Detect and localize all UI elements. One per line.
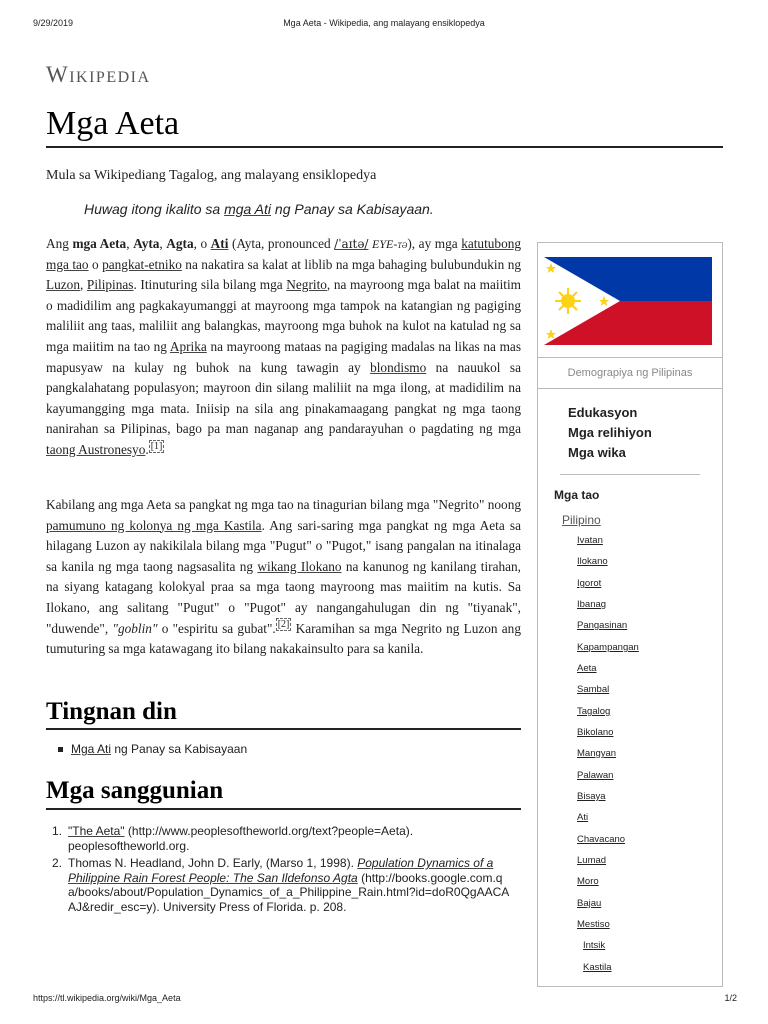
link-negrito[interactable]: Negrito: [286, 277, 327, 293]
respelling: EYE-tə: [372, 237, 408, 251]
infobox-people-item[interactable]: Ilokano: [577, 556, 608, 567]
link-kolonya-kastila[interactable]: pamumuno ng kolonya ng mga Kastila: [46, 517, 262, 533]
link-taong-austronesyo[interactable]: taong Austronesyo: [46, 441, 146, 457]
wikipedia-wordmark[interactable]: Wikipedia: [46, 62, 151, 87]
term-mga-aeta: mga Aeta: [72, 236, 127, 251]
link-katutubong-mga-tao[interactable]: katutubong mga tao: [46, 236, 522, 272]
infobox-people-subitem[interactable]: Kastila: [583, 962, 612, 973]
infobox-people-item[interactable]: Tagalog: [577, 706, 611, 717]
heading-divider: [46, 728, 521, 730]
link-pangkat-etniko[interactable]: pangkat-etniko: [102, 256, 182, 272]
philippine-flag-image: [544, 257, 712, 345]
infobox-people-item[interactable]: Kapampangan: [577, 642, 639, 653]
infobox-people-item[interactable]: Pangasinan: [577, 620, 628, 631]
hatnote-text-pre: Huwag itong ikalito sa: [84, 201, 225, 217]
link-ati[interactable]: Ati: [210, 236, 229, 251]
infobox-people-item[interactable]: Aeta: [577, 663, 597, 674]
hatnote-link[interactable]: mga Ati: [224, 201, 272, 217]
print-doc-title: Mga Aeta - Wikipedia, ang malayang ensiklopedya: [283, 18, 485, 28]
page-title: Mga Aeta: [46, 105, 180, 142]
heading-mga-sanggunian: Mga sanggunian: [46, 777, 224, 804]
print-footer: [0, 993, 768, 1007]
reference-item: 2. Thomas N. Headland, John D. Early, (Marso 1, 1998). Population Dynamics of a Philippine Rain Forest People: The San Ildefonso Agta (http://books.google.com.q a/books/about/Population_Dynamics_of_a_Philippine_Rain.html?id=doR0QgAACA AJ&redir_esc=y). University Press of Florida. p. 208.: [52, 856, 509, 914]
reference-link[interactable]: Population Dynamics of a Philippine Rain Forest People: The San Ildefonso Agta: [68, 856, 494, 885]
link-blondismo[interactable]: blondismo: [370, 359, 427, 375]
infobox: [537, 242, 723, 987]
infobox-people-item[interactable]: Chavacano: [577, 834, 626, 845]
print-header: [0, 18, 768, 32]
infobox-people-item[interactable]: Bikolano: [577, 727, 614, 738]
infobox-people-item[interactable]: Ati: [577, 812, 589, 823]
citation-1[interactable]: [1]: [150, 440, 163, 452]
infobox-caption[interactable]: Demograpiya ng Pilipinas: [567, 367, 693, 379]
reference-link[interactable]: "The Aeta": [68, 824, 125, 838]
references-list: [52, 824, 522, 917]
heading-divider: [46, 808, 521, 810]
link-pilipinas[interactable]: Pilipinas: [86, 277, 134, 293]
bullet-icon: [58, 747, 63, 752]
infobox-link-mga-wika[interactable]: Mga wika: [568, 445, 626, 460]
link-wikang-ilokano[interactable]: wikang Ilokano: [257, 558, 342, 574]
link-aprika[interactable]: Aprika: [169, 338, 207, 354]
infobox-people-item[interactable]: Sambal: [577, 684, 610, 695]
term-agta: Agta: [166, 236, 194, 251]
infobox-people-item[interactable]: Ibanag: [577, 599, 607, 610]
print-page-number: 1/2: [724, 993, 737, 1003]
term-ayta: Ayta: [133, 236, 160, 251]
infobox-people-item[interactable]: Ivatan: [577, 535, 603, 546]
see-also-link[interactable]: Mga Ati: [71, 742, 112, 756]
hatnote-text-post: ng Panay sa Kabisayaan.: [271, 201, 434, 217]
second-paragraph: Kabilang ang mga Aeta sa pangkat ng mga tao na tinagurian bilang mga "Negrito" noong pamumuno ng kolonya ng mga Kastila. Ang sari-saring mga pangkat ng mga Aeta sa hilagang Luzon ay nakikilala bilang mga "Pugut" o "Pugot," isang pangalan na itinalaga sa kanila ng mga taong nagsasalita ng wikang Ilokano na kanunog ng kanilang tirahan, na siyang katagang kolokyal praa sa mga taong mayroong mas maiitim na kutis. Sa Ilokano, ang salitang "Pugut" o "Pugot" ay nangangahulugan din ng "tiyanak", "duwende", "goblin" o "espiritu sa gubat". [2] Karamihan sa mga Negrito ng Luzon ang tumuturing sa mga katawagang ito bilang nakakainsulto para sa kanila.: [46, 497, 521, 657]
heading-tingnan-din: Tingnan din: [46, 698, 177, 725]
term-goblin: "goblin": [112, 620, 158, 636]
reference-item: 1. "The Aeta" (http://www.peoplesoftheworld.org/text?people=Aeta). peoplesoftheworld.org.: [52, 824, 414, 853]
site-tagline: Mula sa Wikipediang Tagalog, ang malayang ensiklopedya: [46, 168, 377, 183]
intro-paragraph: Ang mga Aeta, Ayta, Agta, o Ati (Ayta, pronounced /ˈaɪtə/ EYE-tə), ay mga katutubong mga tao o pangkat-etniko na nakatira sa kalat at liblib na mga bahaging bulubundukin ng Luzon, Pilipinas. Itinuturing sila bilang mga Negrito, na mayroong mga balat na maiitim o madidilim ang pagkakayumanggi at mayroong mga tampok na katangian ng pagiging maliliit ang taas, maliliit ang balangkas, mayroong mga buhok na kulot na katulad ng sa mga maiitim na tao ng Aprika na mayroong mataas na pagiging madalas na likas na mas mapusyaw na kulay ng buhok na kung tawagin ay blondismo na nauukol sa pangkalahatang populasyon; mayroon din silang maliliit na mga ilong, at madidilim na kayumangging mga mata. Iniisip na sila ang pinakamaagang pangkat ng mga taong nanirahan sa Pilipinas, bago pa man naganap ang pandarayuhan o pagdating ng mga taong Austronesyo. [1]: [46, 236, 522, 457]
infobox-people-subitem[interactable]: Intsik: [583, 940, 606, 951]
infobox-people-item[interactable]: Moro: [577, 876, 599, 887]
title-divider: [46, 146, 723, 148]
hatnote: [84, 201, 434, 217]
infobox-people-item[interactable]: Bajau: [577, 898, 602, 909]
link-luzon[interactable]: Luzon: [46, 277, 80, 293]
infobox-people-item[interactable]: Palawan: [577, 770, 614, 781]
ipa-pronunciation-link[interactable]: /ˈaɪtə/: [334, 237, 369, 251]
infobox-link-pilipino[interactable]: Pilipino: [562, 513, 601, 527]
citation-2[interactable]: [2]: [277, 619, 290, 631]
infobox-people-item[interactable]: Lumad: [577, 855, 607, 866]
print-url: https://tl.wikipedia.org/wiki/Mga_Aeta: [33, 993, 181, 1003]
see-also-item: Mga Ati ng Panay sa Kabisayaan: [58, 742, 247, 756]
infobox-people-item[interactable]: Bisaya: [577, 791, 606, 802]
print-date: 9/29/2019: [33, 18, 74, 28]
infobox-link-mga-relihiyon[interactable]: Mga relihiyon: [568, 425, 652, 440]
infobox-group-heading: Mga tao: [554, 488, 600, 502]
infobox-people-item[interactable]: Mangyan: [577, 748, 617, 759]
infobox-people-item[interactable]: Igorot: [577, 578, 602, 589]
infobox-link-edukasyon[interactable]: Edukasyon: [568, 405, 638, 420]
infobox-people-item[interactable]: Mestiso: [577, 919, 610, 930]
